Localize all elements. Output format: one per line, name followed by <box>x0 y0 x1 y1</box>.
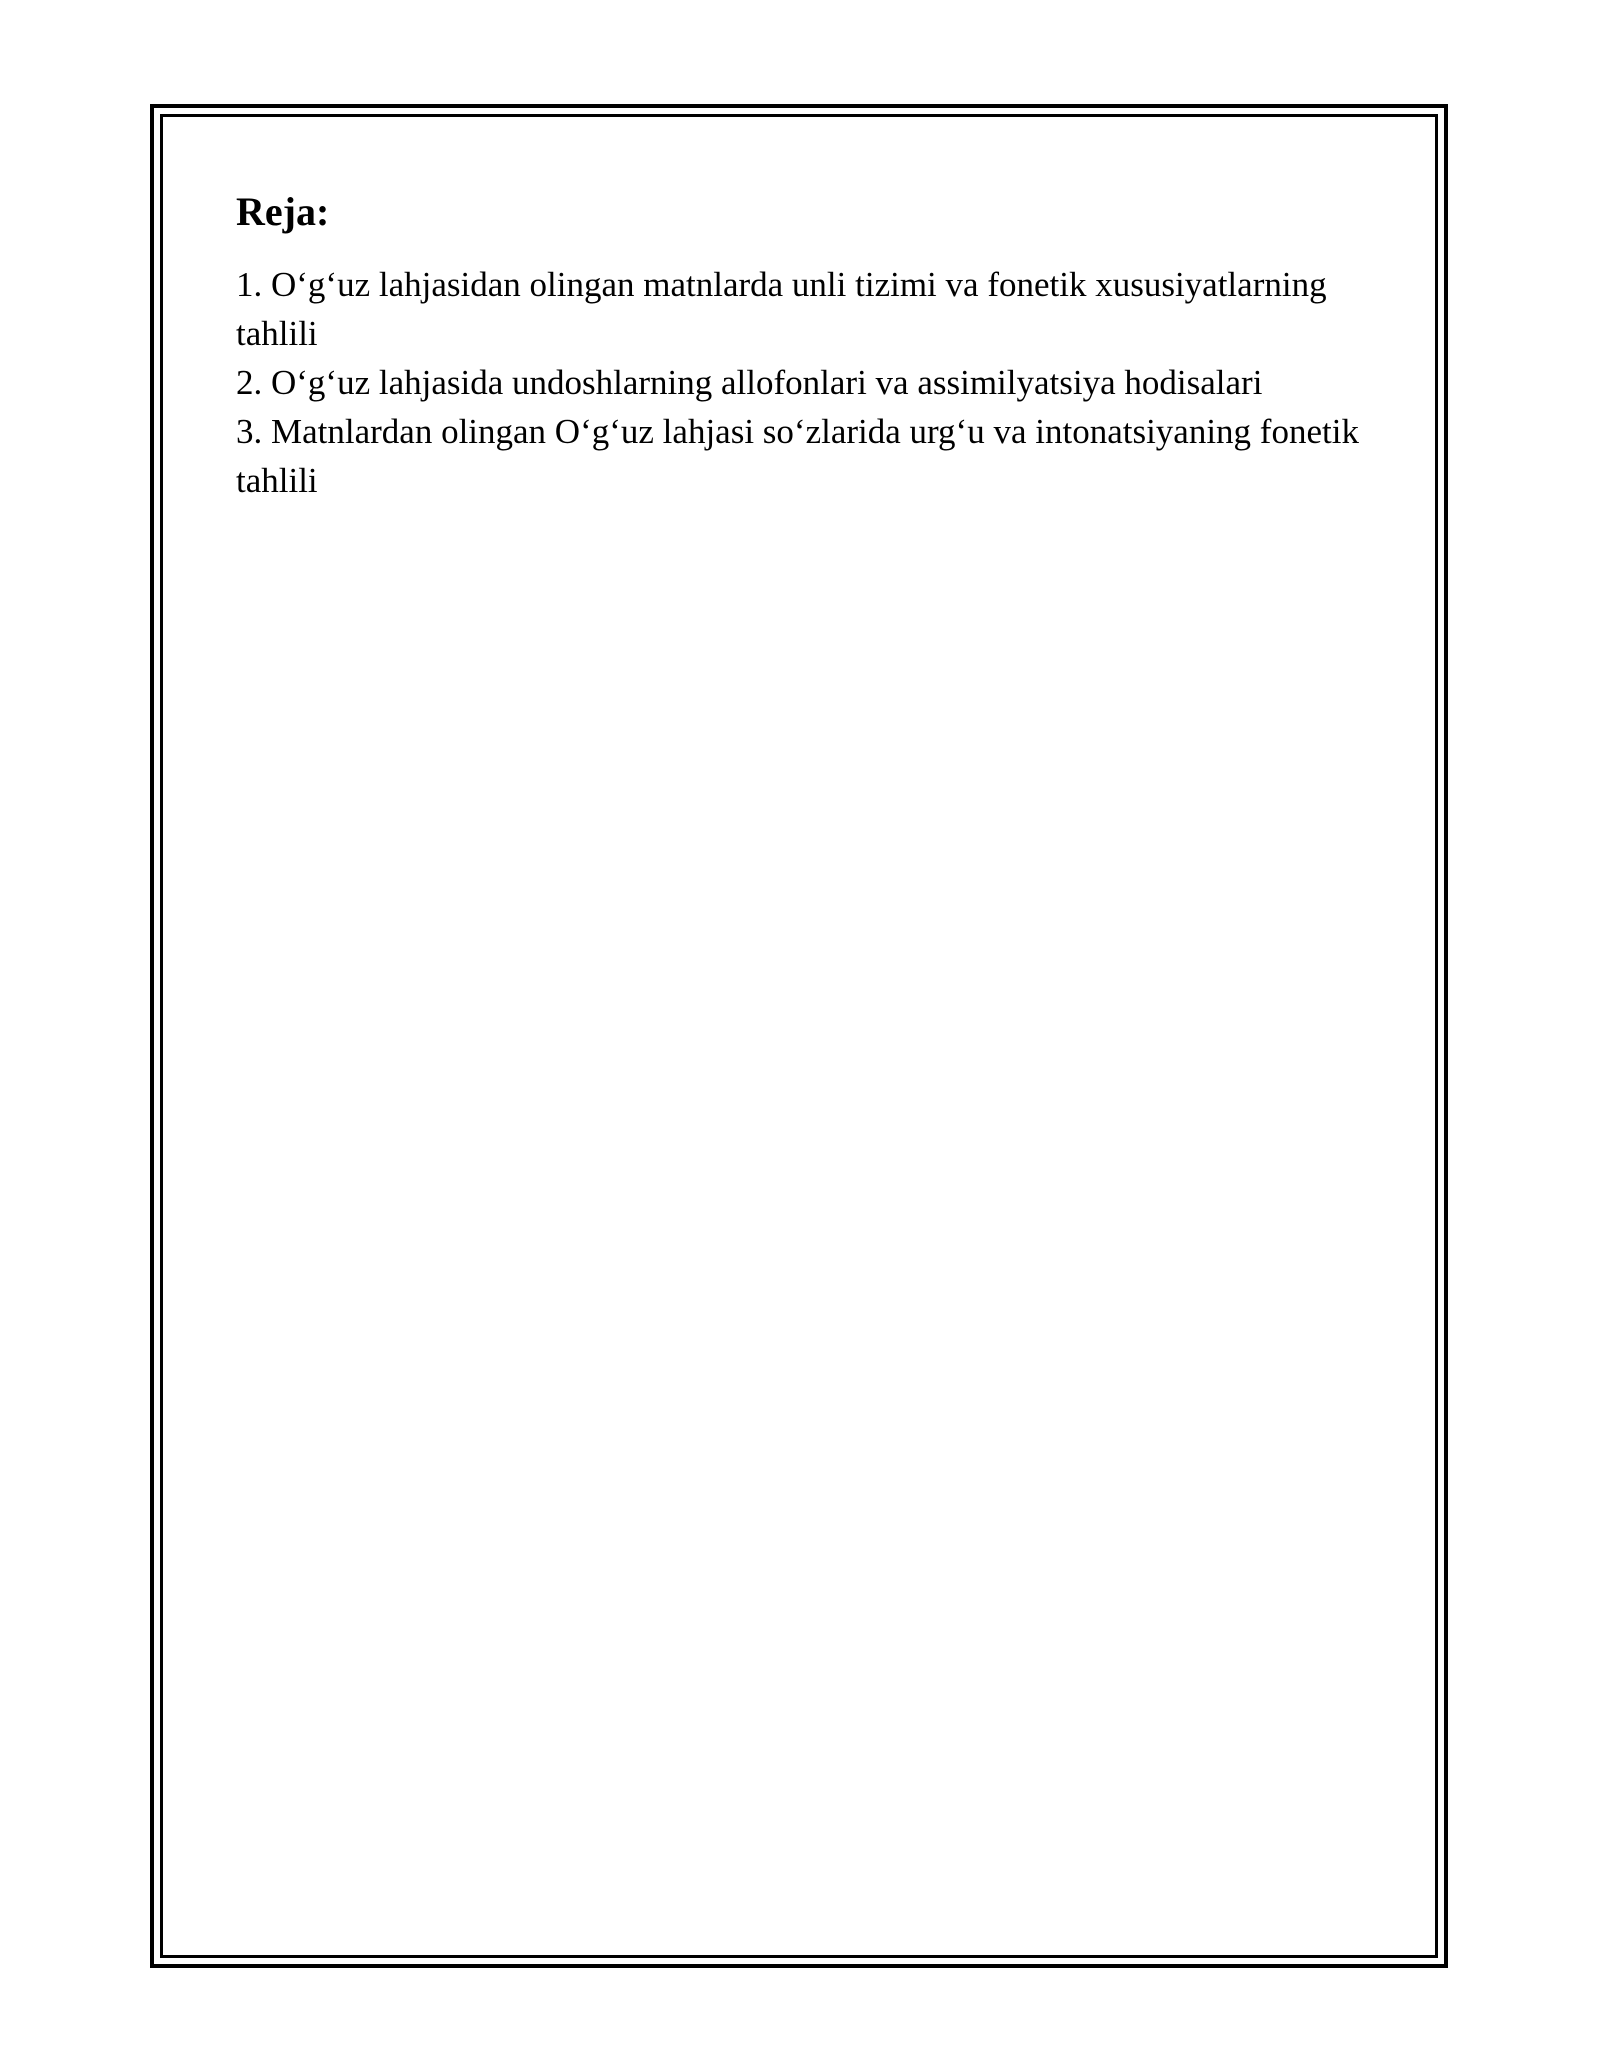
plan-item-3: 3. Matnlardan olingan O‘g‘uz lahjasi so‘zlarida urg‘u va intonatsiyaning fonetik tahlili <box>236 412 1359 500</box>
plan-item-1: 1. O‘g‘uz lahjasidan olingan matnlarda unli tizimi va fonetik xususiyatlarning tahlili <box>236 265 1327 353</box>
page-content <box>236 186 1376 505</box>
plan-item-2: 2. O‘g‘uz lahjasida undoshlarning allofonlari va assimilyatsiya hodisalari <box>236 363 1263 402</box>
plan-heading: Reja: <box>236 189 330 234</box>
plan-list <box>236 260 1376 505</box>
